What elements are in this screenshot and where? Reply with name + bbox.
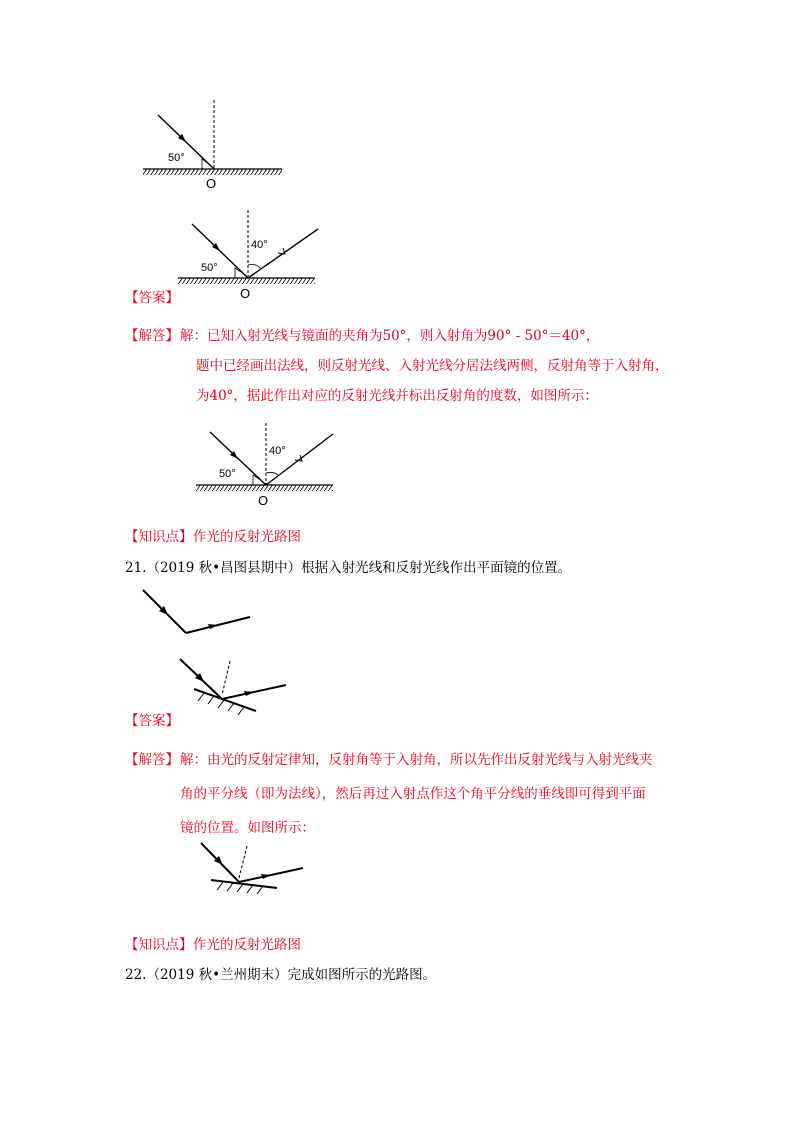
q20-solution-figure [193, 418, 343, 518]
point-o-label: O [206, 176, 217, 191]
q20-solution-line-1: 解：已知入射光线与镜面的夹角为50°，则入射角为90° - 50°＝40°， [180, 328, 600, 344]
reflected-arrow [295, 455, 302, 461]
q20-knowledge-label: 【知识点】 [125, 529, 193, 545]
angle-50-label: 50° [219, 468, 236, 480]
q20-solution-line-3: 为40°，据此作出对应的反射光线并标出反射角的度数，如图所示： [196, 388, 598, 404]
angle-40-label: 40° [251, 239, 268, 251]
q21-knowledge-label: 【知识点】 [125, 937, 193, 953]
q21-answer-figure [172, 655, 297, 720]
normal-line [239, 846, 247, 878]
q21-solution-figure [195, 838, 315, 908]
q21-answer-label: 【答案】 [125, 713, 179, 729]
normal-line [222, 661, 230, 695]
point-o-label: O [258, 493, 269, 508]
point-o-label: O [240, 286, 251, 301]
q21-solution-line-1: 解：由光的反射定律知，反射角等于入射角，所以先作出反射光线与入射光线夹 [180, 752, 653, 768]
q20-question-figure [140, 95, 290, 195]
q21-question-figure [138, 585, 258, 645]
q20-answer-label: 【答案】 [125, 290, 179, 306]
q20-solution-label: 【解答】 [125, 328, 179, 344]
q22-question: 22.（2019 秋•兰州期末）完成如图所示的光路图。 [125, 967, 437, 983]
q21-solution-label: 【解答】 [125, 752, 179, 768]
q21-knowledge-text: 作光的反射光路图 [193, 937, 301, 953]
q21-solution-line-3: 镜的位置。如图所示： [180, 820, 315, 836]
q20-answer-figure [175, 205, 325, 305]
angle-mark-50 [253, 475, 259, 485]
q21-question: 21.（2019 秋•昌图县期中）根据入射光线和反射光线作出平面镜的位置。 [125, 560, 572, 576]
angle-mark-40 [266, 472, 279, 476]
mirror-hatch [143, 169, 282, 175]
mirror-hatch [196, 485, 333, 491]
reflected-ray [266, 434, 333, 485]
q20-solution-line-2: 题中已经画出法线，则反射光线、入射光线分居法线两侧，反射角等于入射角， [196, 358, 669, 374]
q20-knowledge-text: 作光的反射光路图 [193, 529, 301, 545]
q21-solution-line-2: 角的平分线（即为法线），然后再过入射点作这个角平分线的垂线即可得到平面 [180, 786, 646, 802]
mirror-hatch [178, 278, 315, 284]
angle-50-label: 50° [168, 152, 185, 164]
angle-40-label: 40° [269, 445, 286, 457]
angle-50-label: 50° [201, 262, 218, 274]
angle-mark-40 [248, 265, 261, 270]
